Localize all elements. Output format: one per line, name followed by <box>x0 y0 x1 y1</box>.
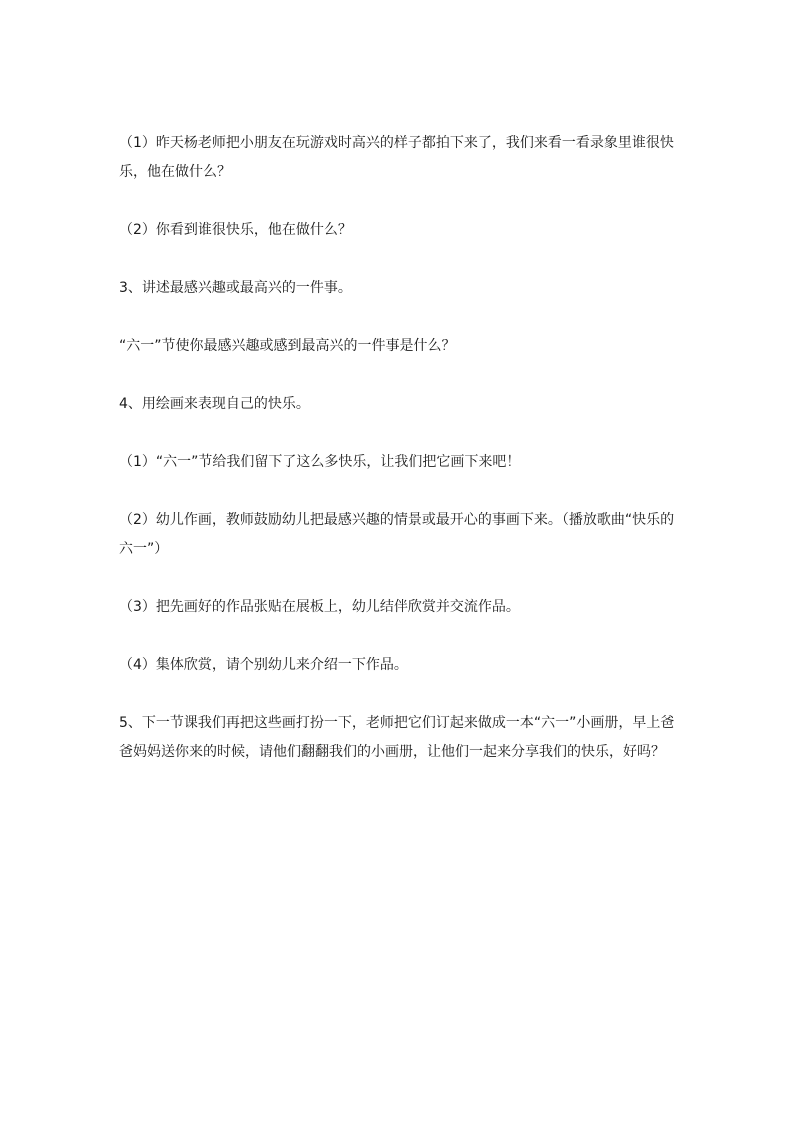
paragraph-step-3-question: “六一”节使你最感兴趣或感到最高兴的一件事是什么？ <box>119 338 456 354</box>
document-body <box>119 129 679 767</box>
paragraph-step-2-1: （1）昨天杨老师把小朋友在玩游戏时高兴的样子都拍下来了，我们来看一看录象里谁很快乐，他在做什么？ <box>119 135 674 180</box>
paragraph-step-4-2: （2）幼儿作画，教师鼓励幼儿把最感兴趣的情景或最开心的事画下来。（播放歌曲“快乐的六一”） <box>119 512 675 557</box>
paragraph-step-2-2: （2）你看到谁很快乐，他在做什么？ <box>119 222 352 238</box>
paragraph-step-5: 5、下一节课我们再把这些画打扮一下，老师把它们订起来做成一本“六一”小画册，早上爸爸妈妈送你来的时候，请他们翻翻我们的小画册，让他们一起来分享我们的快乐，好吗？ <box>119 715 675 760</box>
paragraph-step-4-4: （4）集体欣赏，请个别幼儿来介绍一下作品。 <box>119 657 408 673</box>
paragraph-step-4-3: （3）把先画好的作品张贴在展板上，幼儿结伴欣赏并交流作品。 <box>119 599 520 615</box>
paragraph-step-3-heading: 3、讲述最感兴趣或最高兴的一件事。 <box>119 280 352 296</box>
paragraph-step-4-1: （1）“六一”节给我们留下了这么多快乐，让我们把它画下来吧！ <box>119 454 521 470</box>
paragraph-step-4-heading: 4、用绘画来表现自己的快乐。 <box>119 396 310 412</box>
